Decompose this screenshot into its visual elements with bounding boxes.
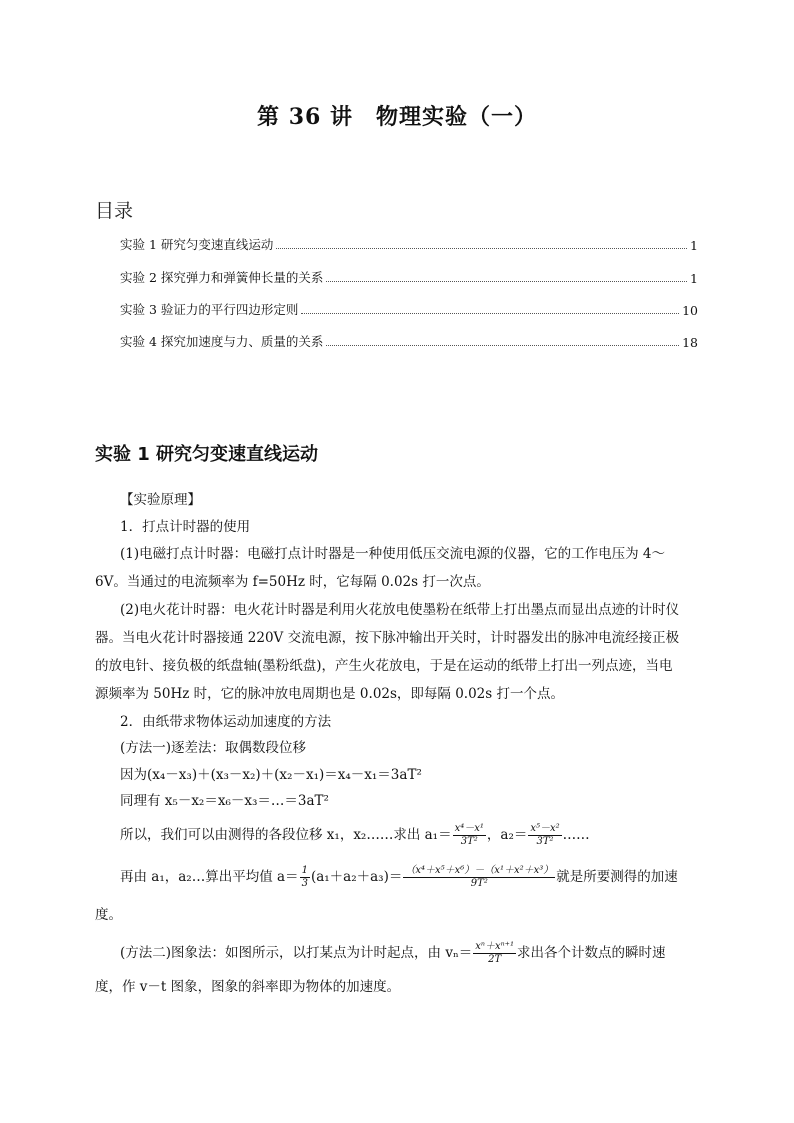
paragraph-line: (1)电磁打点计时器：电磁打点计时器是一种使用低压交流电源的仪器，它的工作电压为 4～ (120, 546, 666, 562)
toc-leader-dots (326, 281, 687, 282)
fraction-denominator: 3 (301, 878, 308, 889)
toc-item-label: 实验 1 研究匀变速直线运动 (120, 237, 274, 252)
fraction-denominator: 2T (488, 954, 502, 965)
text-segment: ，a₂＝ (486, 827, 528, 843)
fraction-denominator: 9T² (470, 878, 488, 889)
fraction-denominator: 3T² (460, 836, 478, 847)
text-segment: 再由 a₁，a₂…算出平均值 a＝ (120, 869, 299, 885)
paragraph-line: 的放电针、接负极的纸盘轴(墨粉纸盘)，产生火花放电，于是在运动的纸带上打出一列点迹，当电 (95, 658, 673, 674)
toc-item-label: 实验 4 探究加速度与力、质量的关系 (120, 334, 324, 349)
text-segment: 求出各个计数点的瞬时速 (516, 945, 666, 961)
equation: 同理有 x₅－x₂＝x₆－x₃＝…＝3aT² (120, 793, 329, 809)
text-segment: …… (562, 827, 590, 843)
text-segment: 就是所要测得的加速 (556, 869, 678, 885)
toc-item-page: 1 (690, 271, 698, 286)
paragraph-line: 度，作 v－t 图象，图象的斜率即为物体的加速度。 (95, 979, 401, 995)
principle-tag: 【实验原理】 (120, 492, 201, 508)
fraction-numerator: x⁴－x¹ (454, 823, 484, 834)
page-title: 第 36 讲 物理实验（一） (257, 104, 537, 130)
fraction-numerator: （x⁴＋x⁵＋x⁶）－（x¹＋x²＋x³） (405, 865, 554, 876)
toc-leader-dots (301, 313, 679, 314)
toc-item-page: 1 (690, 238, 698, 253)
toc-heading: 目录 (95, 200, 134, 222)
toc-leader-dots (326, 345, 679, 346)
toc-item[interactable] (120, 330, 698, 350)
fraction (528, 823, 561, 848)
section-title: 实验 1 研究匀变速直线运动 (95, 444, 319, 465)
paragraph-line: 度。 (95, 907, 122, 923)
text-segment: (a₁＋a₂＋a₃)＝ (310, 869, 403, 885)
paragraph-line: 器。当电火花计时器接通 220V 交流电源，按下脉冲输出开关时，计时器发出的脉冲电流经接正极 (95, 630, 680, 646)
equation-line (120, 820, 740, 850)
subheading: 2．由纸带求物体运动加速度的方法 (120, 714, 332, 730)
fraction (300, 865, 310, 890)
fraction-denominator: 3T² (536, 836, 554, 847)
toc-item[interactable] (120, 266, 698, 286)
paragraph-line: 源频率为 50Hz 时，它的脉冲放电周期也是 0.02s，即每隔 0.02s 打一个点。 (95, 686, 564, 702)
text-segment: 所以，我们可以由测得的各段位移 x₁，x₂……求出 a₁＝ (120, 827, 452, 843)
equation: 因为(x₄－x₃)＋(x₃－x₂)＋(x₂－x₁)＝x₄－x₁＝3aT² (120, 767, 422, 783)
paragraph-line: (方法一)逐差法：取偶数段位移 (120, 740, 307, 756)
toc-item-page: 18 (682, 335, 698, 350)
equation-line (120, 862, 740, 892)
fraction-numerator: 1 (301, 865, 308, 876)
toc-item[interactable] (120, 298, 698, 318)
toc-item-page: 10 (682, 303, 698, 318)
equation-line (120, 938, 740, 968)
fraction (473, 941, 516, 966)
fraction (403, 865, 555, 890)
fraction (453, 823, 486, 848)
toc-leader-dots (276, 248, 687, 249)
fraction-numerator: xⁿ＋xⁿ⁺¹ (475, 941, 514, 952)
text-segment: (方法二)图象法：如图所示，以打某点为计时起点，由 vₙ＝ (120, 945, 473, 961)
paragraph-line: 6V。当通过的电流频率为 f=50Hz 时，它每隔 0.02s 打一次点。 (95, 574, 490, 590)
toc-item[interactable] (120, 233, 698, 253)
subheading: 1．打点计时器的使用 (120, 519, 251, 535)
toc-item-label: 实验 3 验证力的平行四边形定则 (120, 302, 299, 317)
paragraph-line: (2)电火花计时器：电火花计时器是利用火花放电使墨粉在纸带上打出墨点而显出点迹的计时仪 (120, 602, 680, 618)
toc-item-label: 实验 2 探究弹力和弹簧伸长量的关系 (120, 270, 324, 285)
fraction-numerator: x⁵－x² (530, 823, 560, 834)
